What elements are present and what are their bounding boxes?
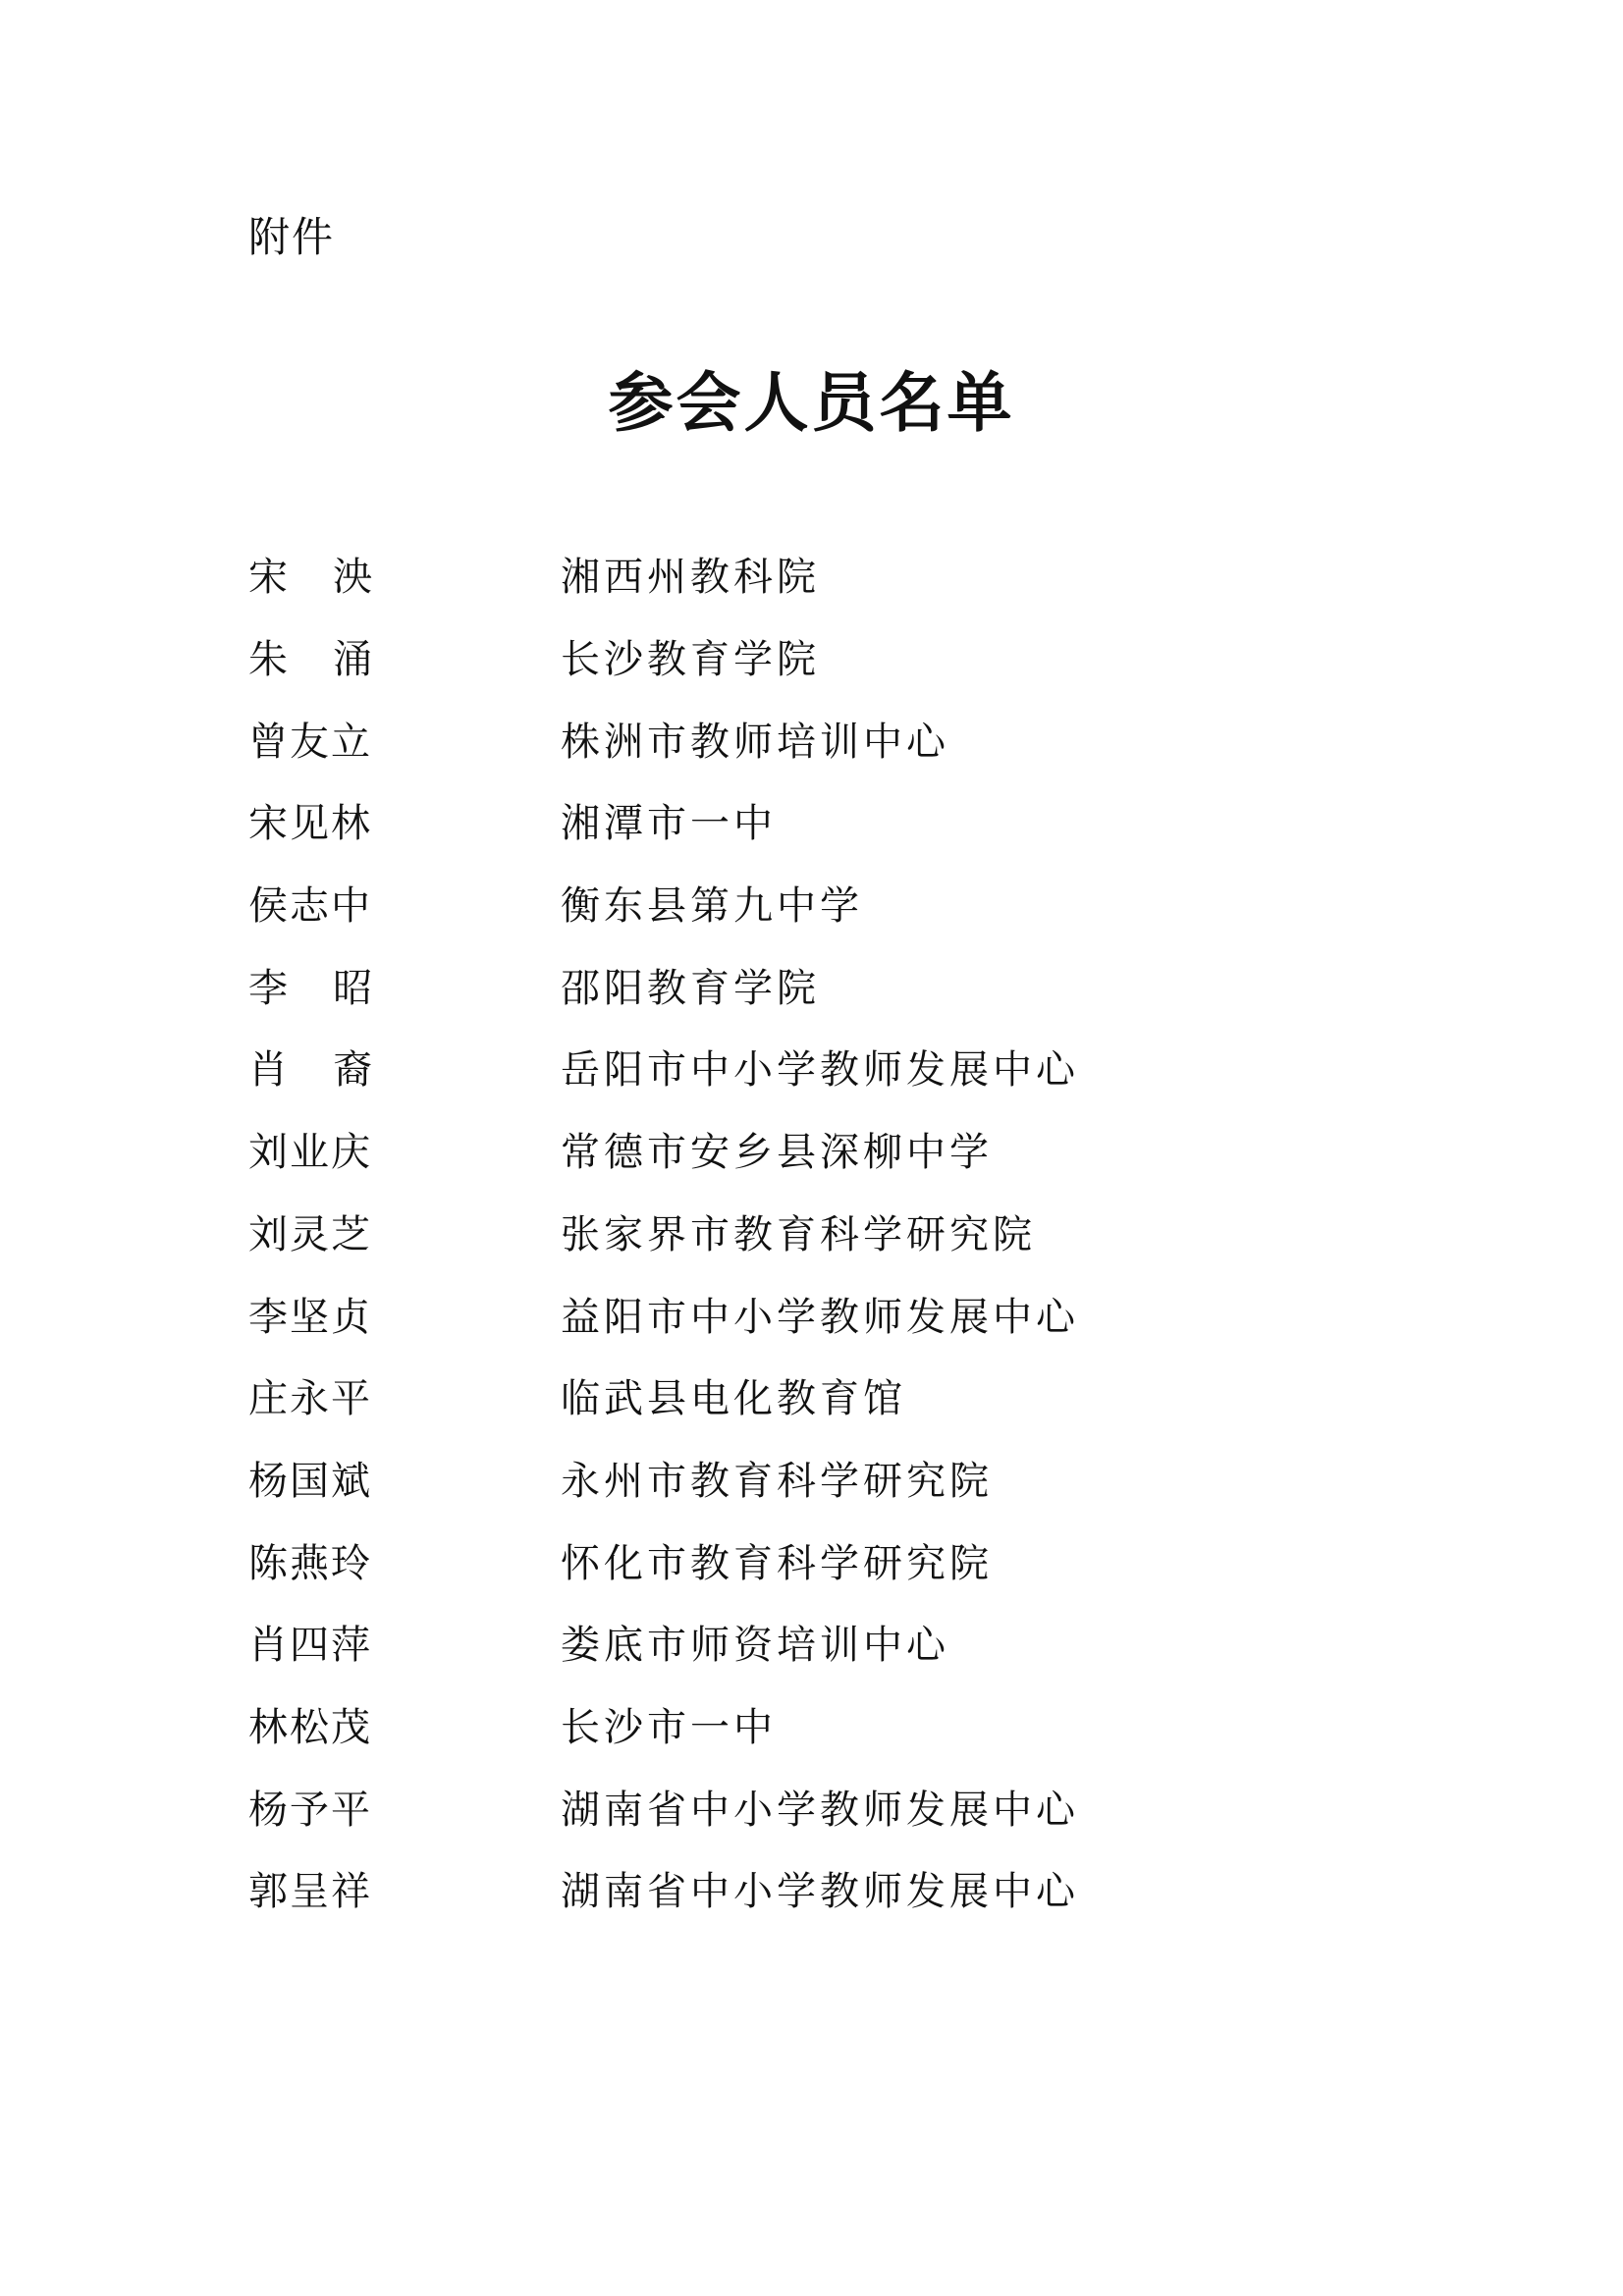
attendee-row [248,1026,1378,1108]
attendee-name: 庄永平 [248,1376,372,1422]
attachment-label: 附件 [248,213,336,261]
attendee-row [248,697,1378,779]
attendee-name: 宋 泱 [248,555,375,601]
attendee-unit: 张家界市教育科学研究院 [561,1211,1036,1257]
attendee-row [248,1272,1378,1355]
attendee-row [248,1437,1378,1520]
attendee-unit: 湖南省中小学教师发展中心 [561,1787,1079,1833]
attendee-name: 杨予平 [248,1787,372,1833]
attendee-row [248,1601,1378,1683]
attendee-name: 李 昭 [248,965,375,1011]
attendee-row [248,533,1378,615]
attendee-unit: 岳阳市中小学教师发展中心 [561,1047,1079,1094]
attendee-name: 宋见林 [248,801,372,847]
attendee-row [248,1191,1378,1273]
attendee-row [248,1765,1378,1847]
attendee-row [248,615,1378,698]
attendee-name: 侯志中 [248,883,372,930]
attendee-row [248,1519,1378,1601]
attendee-name: 杨国斌 [248,1458,372,1504]
attendee-unit: 邵阳教育学院 [561,965,820,1011]
attendee-unit: 临武县电化教育馆 [561,1376,906,1422]
attendee-name: 郭呈祥 [248,1869,372,1915]
attendee-unit: 株洲市教师培训中心 [561,719,949,765]
attendee-list [248,533,1378,1930]
attendee-row [248,1683,1378,1766]
attendee-name: 李坚贞 [248,1294,372,1340]
attendee-unit: 衡东县第九中学 [561,883,863,930]
attendee-row [248,862,1378,944]
attendee-unit: 长沙市一中 [561,1704,777,1750]
attendee-unit: 娄底市师资培训中心 [561,1623,949,1669]
attendee-row [248,1847,1378,1930]
attendee-unit: 永州市教育科学研究院 [561,1458,993,1504]
attendee-row [248,1108,1378,1191]
attendee-name: 林松茂 [248,1704,372,1750]
attendee-name: 曾友立 [248,719,372,765]
attendee-row [248,1355,1378,1437]
attendee-name: 朱 涌 [248,637,375,683]
attendee-name: 刘灵芝 [248,1211,372,1257]
attendee-name: 陈燕玲 [248,1540,372,1586]
attendee-unit: 湖南省中小学教师发展中心 [561,1869,1079,1915]
attendee-unit: 湘潭市一中 [561,801,777,847]
attendee-name: 刘业庆 [248,1130,372,1176]
attendee-name: 肖 裔 [248,1047,375,1094]
attendee-unit: 湘西州教科院 [561,555,820,601]
attendee-unit: 益阳市中小学教师发展中心 [561,1294,1079,1340]
attendee-name: 肖四萍 [248,1623,372,1669]
document-title: 参会人员名单 [608,364,1015,441]
attendee-unit: 长沙教育学院 [561,637,820,683]
attendee-row [248,943,1378,1026]
attendee-unit: 常德市安乡县深柳中学 [561,1130,993,1176]
attendee-unit: 怀化市教育科学研究院 [561,1540,993,1586]
attendee-row [248,779,1378,862]
